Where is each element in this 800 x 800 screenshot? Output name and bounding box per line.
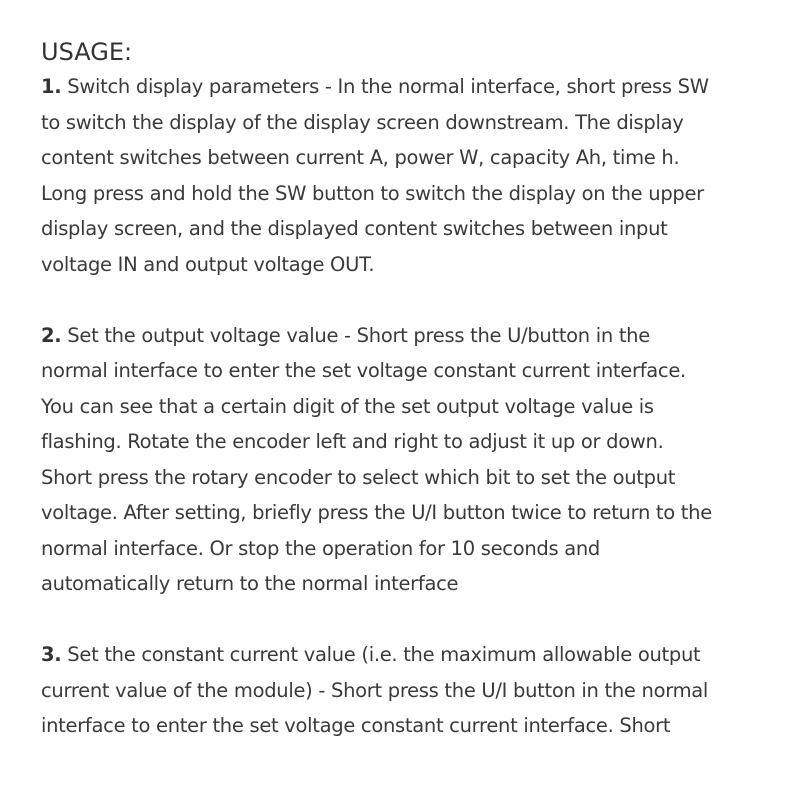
- usage-item-2-text: Set the output voltage value - Short press the U/button in the: [67, 323, 650, 347]
- usage-item-1-line-3: content switches between current A, power W, capacity Ah, time h.: [41, 146, 680, 169]
- usage-item-1-line-6: voltage IN and output voltage OUT.: [41, 252, 375, 276]
- usage-item-2-line-7: normal interface. Or stop the operation for 10 seconds and: [41, 536, 601, 560]
- usage-item-1-line-4: Long press and hold the SW button to switch the display on the upper: [41, 181, 704, 205]
- usage-item-2: [41, 318, 781, 602]
- usage-item-3-line-2: current value of the module) - Short press the U/I button in the normal: [41, 678, 709, 702]
- usage-item-2-line-8: automatically return to the normal interface: [41, 572, 459, 595]
- usage-item-3-line-1: [41, 637, 781, 673]
- usage-item-1: [41, 69, 781, 282]
- usage-item-2-line-2: normal interface to enter the set voltage constant current interface.: [41, 359, 686, 382]
- usage-heading: USAGE:: [41, 38, 133, 66]
- usage-item-2-number: 2.: [41, 323, 62, 347]
- usage-item-2-line-6: voltage. After setting, briefly press the U/I button twice to return to the: [41, 501, 712, 524]
- usage-item-2-line-1: [41, 318, 781, 354]
- usage-item-3-text: Set the constant current value (i.e. the maximum allowable output: [67, 643, 701, 666]
- usage-item-1-line-5: display screen, and the displayed content switches between input: [41, 217, 668, 240]
- usage-item-1-line-2: to switch the display of the display screen downstream. The display: [41, 110, 684, 134]
- usage-item-1-text: Switch display parameters - In the normal interface, short press SW: [67, 75, 709, 98]
- usage-item-2-line-3: You can see that a certain digit of the set output voltage value is: [41, 394, 654, 418]
- usage-item-2-line-4: flashing. Rotate the encoder left and right to adjust it up or down.: [41, 430, 664, 453]
- usage-item-1-number: 1.: [41, 75, 62, 98]
- usage-item-2-line-5: Short press the rotary encoder to select which bit to set the output: [41, 465, 676, 489]
- usage-item-3: [41, 637, 781, 744]
- usage-item-1-line-1: [41, 69, 781, 105]
- usage-item-3-number: 3.: [41, 643, 62, 666]
- usage-document: [41, 35, 781, 744]
- usage-item-3-line-3: interface to enter the set voltage constant current interface. Short: [41, 714, 671, 737]
